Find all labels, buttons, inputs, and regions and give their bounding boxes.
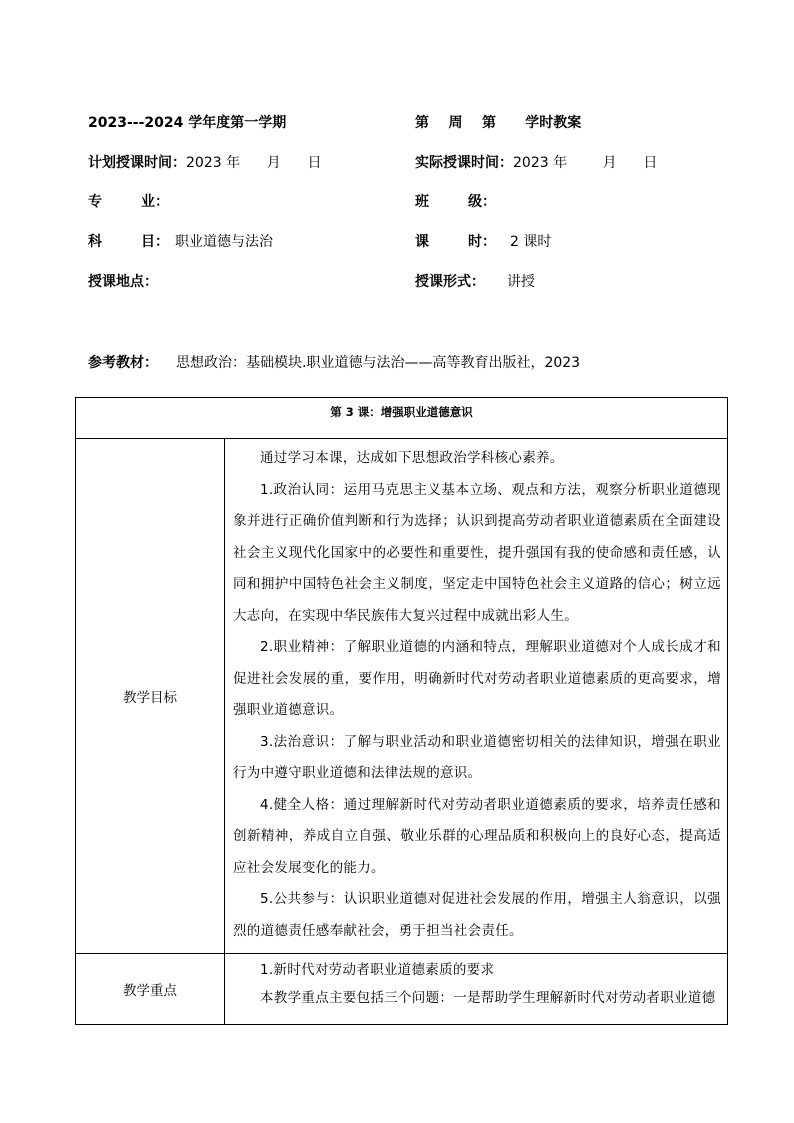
location-field: 授课地点： bbox=[88, 274, 158, 290]
subject-field bbox=[88, 232, 273, 252]
planned-time-value: 2023 年 月 日 bbox=[186, 155, 322, 171]
reference-label: 参考教材： bbox=[88, 355, 158, 371]
hours-label: 课 时： bbox=[415, 234, 496, 250]
objective-paragraph: 4.健全人格：通过理解新时代对劳动者职业道德素质的要求，培养责任感和创新精神，养成自立自强、敬业乐群的心理品质和积极向上的良好心态，提高适应社会发展变化的能力。 bbox=[233, 796, 721, 876]
objective-paragraph: 1.政治认同：运用马克思主义基本立场、观点和方法，观察分析职业道德现象并进行正确价值判断和行为选择；认识到提高劳动者职业道德素质在全面建设社会主义现代化国家中的必要性和重要性，提升强国有我的使命感和责任感，认同和拥护中国特色社会主义制度，坚定走中国特色社会主义道路的信心；树立远大志向，在实现中华民族伟大复兴过程中成就出彩人生。 bbox=[233, 481, 721, 624]
reference-field bbox=[88, 353, 580, 373]
lesson-title-cell bbox=[76, 398, 728, 439]
major-field: 专 业： bbox=[88, 194, 169, 210]
hours-field bbox=[415, 232, 551, 252]
week-hours-label: 第 周 第 学时教案 bbox=[415, 115, 582, 131]
term-label: 2023---2024 学年度第一学期 bbox=[88, 115, 287, 131]
class-field: 班 级： bbox=[415, 194, 496, 210]
objective-paragraph: 2.职业精神：了解职业道德的内涵和特点，理解职业道德对个人成长成才和促进社会发展的重，要作用，明确新时代对劳动者职业道德素质的更高要求，增强职业道德意识。 bbox=[233, 639, 721, 718]
lesson-table bbox=[75, 397, 728, 1025]
key-points-content bbox=[225, 954, 728, 1025]
subject-value: 职业道德与法治 bbox=[175, 234, 273, 250]
planned-time-label: 计划授课时间： bbox=[88, 155, 186, 171]
objectives-content bbox=[225, 439, 728, 954]
reference-value: 思想政治：基础模块.职业道德与法治——高等教育出版社，2023 bbox=[176, 355, 581, 371]
form-value: 讲授 bbox=[507, 274, 535, 290]
key-point-paragraph: 本教学重点主要包括三个问题：一是帮助学生理解新时代对劳动者职业道德 bbox=[260, 990, 716, 1006]
subject-label: 科 目： bbox=[88, 234, 169, 250]
hours-value: 2 课时 bbox=[510, 234, 552, 250]
lesson-title: 第 3 课：增强职业道德意识 bbox=[330, 405, 473, 419]
objectives-label: 教学目标 bbox=[76, 439, 225, 954]
form-field bbox=[415, 272, 535, 292]
form-label: 授课形式： bbox=[415, 274, 485, 290]
key-point-paragraph: 1.新时代对劳动者职业道德素质的要求 bbox=[260, 962, 495, 978]
objective-paragraph: 5.公共参与：认识职业道德对促进社会发展的作用，增强主人翁意识，以强烈的道德责任感奉献社会，勇于担当社会责任。 bbox=[233, 891, 721, 939]
key-points-label: 教学重点 bbox=[76, 954, 225, 1025]
actual-time-label: 实际授课时间： bbox=[415, 155, 513, 171]
objective-paragraph: 3.法治意识：了解与职业活动和职业道德密切相关的法律知识，增强在职业行为中遵守职业道德和法律法规的意识。 bbox=[233, 733, 721, 781]
objective-paragraph: 通过学习本课，达成如下思想政治学科核心素养。 bbox=[260, 450, 564, 466]
actual-time bbox=[415, 153, 657, 173]
planned-time bbox=[88, 153, 321, 173]
actual-time-value: 2023 年 月 日 bbox=[513, 155, 658, 171]
